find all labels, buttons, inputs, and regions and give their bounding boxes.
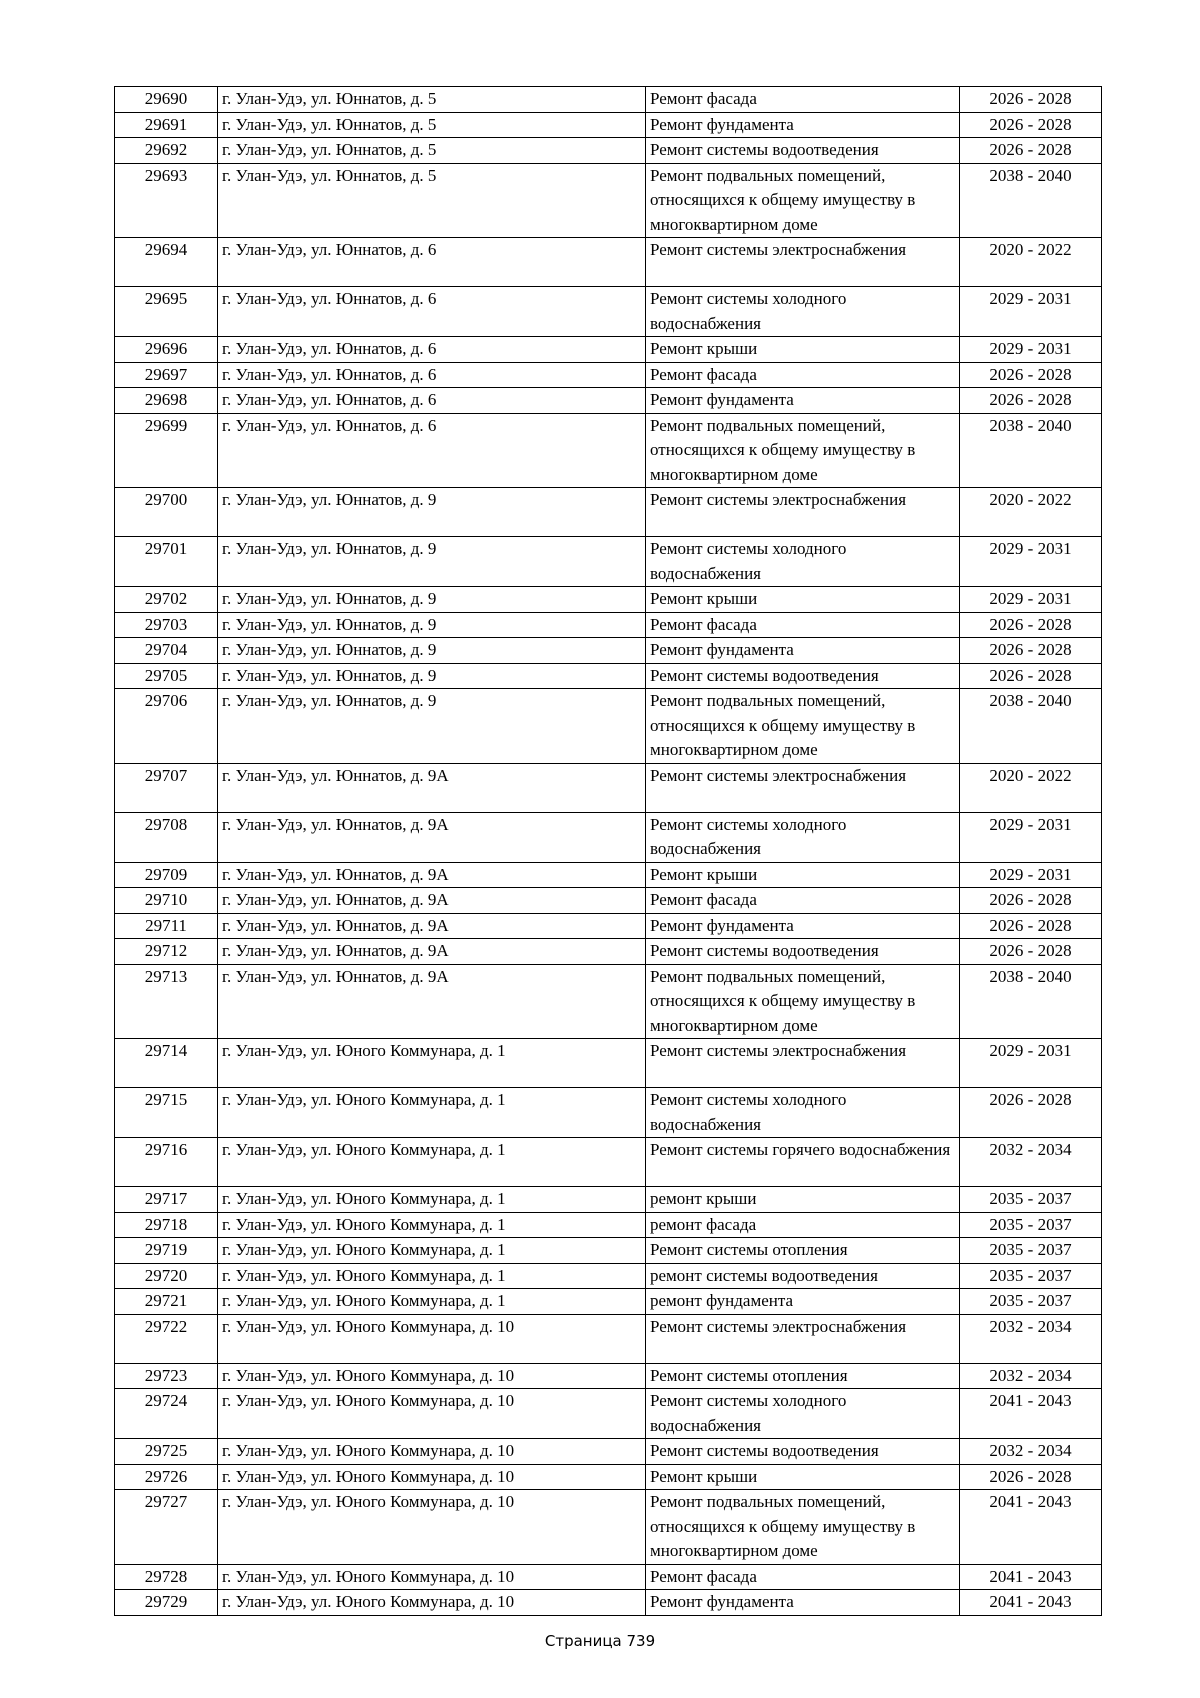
table-row xyxy=(115,1212,1102,1238)
row-number-cell: 29692 xyxy=(115,138,218,164)
table-row xyxy=(115,1363,1102,1389)
years-cell: 2029 - 2031 xyxy=(960,1039,1102,1088)
years-cell: 2026 - 2028 xyxy=(960,888,1102,914)
address-cell: г. Улан-Удэ, ул. Юннатов, д. 6 xyxy=(218,337,646,363)
table-row xyxy=(115,1039,1102,1088)
years-cell: 2041 - 2043 xyxy=(960,1590,1102,1616)
work-type-cell: Ремонт системы отопления xyxy=(646,1238,960,1264)
row-number-cell: 29707 xyxy=(115,763,218,812)
row-number-cell: 29708 xyxy=(115,812,218,862)
work-type-cell: Ремонт фасада xyxy=(646,1564,960,1590)
row-number-cell: 29705 xyxy=(115,663,218,689)
years-cell: 2038 - 2040 xyxy=(960,964,1102,1039)
work-type-cell: Ремонт системы холодного водоснабжения xyxy=(646,537,960,587)
address-cell: г. Улан-Удэ, ул. Юного Коммунара, д. 10 xyxy=(218,1389,646,1439)
work-type-cell: Ремонт фундамента xyxy=(646,913,960,939)
years-cell: 2035 - 2037 xyxy=(960,1212,1102,1238)
years-cell: 2032 - 2034 xyxy=(960,1314,1102,1363)
address-cell: г. Улан-Удэ, ул. Юннатов, д. 9А xyxy=(218,812,646,862)
address-cell: г. Улан-Удэ, ул. Юннатов, д. 9А xyxy=(218,862,646,888)
years-cell: 2035 - 2037 xyxy=(960,1289,1102,1315)
table-row xyxy=(115,1138,1102,1187)
table-body xyxy=(115,87,1102,1616)
work-type-cell: ремонт системы водоотведения xyxy=(646,1263,960,1289)
address-cell: г. Улан-Удэ, ул. Юннатов, д. 9 xyxy=(218,537,646,587)
address-cell: г. Улан-Удэ, ул. Юннатов, д. 6 xyxy=(218,388,646,414)
years-cell: 2026 - 2028 xyxy=(960,913,1102,939)
work-type-cell: Ремонт фасада xyxy=(646,87,960,113)
work-type-cell: Ремонт системы водоотведения xyxy=(646,1439,960,1465)
table-row xyxy=(115,1263,1102,1289)
years-cell: 2035 - 2037 xyxy=(960,1263,1102,1289)
table-row xyxy=(115,1590,1102,1616)
address-cell: г. Улан-Удэ, ул. Юннатов, д. 9А xyxy=(218,913,646,939)
address-cell: г. Улан-Удэ, ул. Юннатов, д. 6 xyxy=(218,413,646,488)
years-cell: 2020 - 2022 xyxy=(960,763,1102,812)
work-type-cell: ремонт фундамента xyxy=(646,1289,960,1315)
years-cell: 2035 - 2037 xyxy=(960,1238,1102,1264)
address-cell: г. Улан-Удэ, ул. Юннатов, д. 6 xyxy=(218,287,646,337)
address-cell: г. Улан-Удэ, ул. Юного Коммунара, д. 10 xyxy=(218,1590,646,1616)
address-cell: г. Улан-Удэ, ул. Юннатов, д. 6 xyxy=(218,238,646,287)
table-row xyxy=(115,413,1102,488)
table-row xyxy=(115,689,1102,764)
row-number-cell: 29720 xyxy=(115,1263,218,1289)
table-row xyxy=(115,1289,1102,1315)
years-cell: 2020 - 2022 xyxy=(960,488,1102,537)
address-cell: г. Улан-Удэ, ул. Юннатов, д. 5 xyxy=(218,112,646,138)
years-cell: 2029 - 2031 xyxy=(960,862,1102,888)
table-row xyxy=(115,1187,1102,1213)
table-row xyxy=(115,1088,1102,1138)
work-type-cell: Ремонт системы электроснабжения xyxy=(646,238,960,287)
row-number-cell: 29701 xyxy=(115,537,218,587)
years-cell: 2026 - 2028 xyxy=(960,138,1102,164)
row-number-cell: 29712 xyxy=(115,939,218,965)
work-type-cell: Ремонт системы электроснабжения xyxy=(646,1039,960,1088)
address-cell: г. Улан-Удэ, ул. Юннатов, д. 9А xyxy=(218,939,646,965)
table-row xyxy=(115,87,1102,113)
work-type-cell: Ремонт системы водоотведения xyxy=(646,138,960,164)
address-cell: г. Улан-Удэ, ул. Юного Коммунара, д. 1 xyxy=(218,1212,646,1238)
work-type-cell: ремонт фасада xyxy=(646,1212,960,1238)
work-type-cell: Ремонт системы холодного водоснабжения xyxy=(646,1389,960,1439)
address-cell: г. Улан-Удэ, ул. Юного Коммунара, д. 1 xyxy=(218,1138,646,1187)
table-row xyxy=(115,939,1102,965)
row-number-cell: 29694 xyxy=(115,238,218,287)
address-cell: г. Улан-Удэ, ул. Юного Коммунара, д. 1 xyxy=(218,1088,646,1138)
row-number-cell: 29690 xyxy=(115,87,218,113)
row-number-cell: 29722 xyxy=(115,1314,218,1363)
table-row xyxy=(115,812,1102,862)
table-row xyxy=(115,663,1102,689)
row-number-cell: 29725 xyxy=(115,1439,218,1465)
address-cell: г. Улан-Удэ, ул. Юного Коммунара, д. 10 xyxy=(218,1363,646,1389)
work-type-cell: ремонт крыши xyxy=(646,1187,960,1213)
row-number-cell: 29710 xyxy=(115,888,218,914)
row-number-cell: 29709 xyxy=(115,862,218,888)
work-type-cell: Ремонт системы горячего водоснабжения xyxy=(646,1138,960,1187)
work-type-cell: Ремонт фасада xyxy=(646,612,960,638)
years-cell: 2041 - 2043 xyxy=(960,1564,1102,1590)
address-cell: г. Улан-Удэ, ул. Юного Коммунара, д. 1 xyxy=(218,1289,646,1315)
years-cell: 2026 - 2028 xyxy=(960,638,1102,664)
work-type-cell: Ремонт системы отопления xyxy=(646,1363,960,1389)
row-number-cell: 29698 xyxy=(115,388,218,414)
row-number-cell: 29702 xyxy=(115,587,218,613)
address-cell: г. Улан-Удэ, ул. Юного Коммунара, д. 1 xyxy=(218,1187,646,1213)
work-type-cell: Ремонт системы водоотведения xyxy=(646,663,960,689)
years-cell: 2026 - 2028 xyxy=(960,612,1102,638)
years-cell: 2026 - 2028 xyxy=(960,87,1102,113)
work-type-cell: Ремонт подвальных помещений, относящихся к общему имуществу в многоквартирном доме xyxy=(646,1490,960,1565)
row-number-cell: 29715 xyxy=(115,1088,218,1138)
address-cell: г. Улан-Удэ, ул. Юннатов, д. 9 xyxy=(218,587,646,613)
table-row xyxy=(115,537,1102,587)
work-type-cell: Ремонт системы электроснабжения xyxy=(646,488,960,537)
work-type-cell: Ремонт фасада xyxy=(646,888,960,914)
table-row xyxy=(115,964,1102,1039)
row-number-cell: 29693 xyxy=(115,163,218,238)
years-cell: 2038 - 2040 xyxy=(960,163,1102,238)
address-cell: г. Улан-Удэ, ул. Юного Коммунара, д. 1 xyxy=(218,1238,646,1264)
row-number-cell: 29700 xyxy=(115,488,218,537)
table-row xyxy=(115,612,1102,638)
work-type-cell: Ремонт крыши xyxy=(646,862,960,888)
row-number-cell: 29723 xyxy=(115,1363,218,1389)
row-number-cell: 29703 xyxy=(115,612,218,638)
row-number-cell: 29729 xyxy=(115,1590,218,1616)
row-number-cell: 29718 xyxy=(115,1212,218,1238)
years-cell: 2035 - 2037 xyxy=(960,1187,1102,1213)
years-cell: 2026 - 2028 xyxy=(960,663,1102,689)
page-number: Страница 739 xyxy=(544,1632,656,1650)
table-row xyxy=(115,638,1102,664)
address-cell: г. Улан-Удэ, ул. Юннатов, д. 5 xyxy=(218,138,646,164)
row-number-cell: 29719 xyxy=(115,1238,218,1264)
work-type-cell: Ремонт крыши xyxy=(646,1464,960,1490)
years-cell: 2032 - 2034 xyxy=(960,1138,1102,1187)
row-number-cell: 29716 xyxy=(115,1138,218,1187)
table-row xyxy=(115,862,1102,888)
years-cell: 2029 - 2031 xyxy=(960,337,1102,363)
work-type-cell: Ремонт системы холодного водоснабжения xyxy=(646,812,960,862)
years-cell: 2029 - 2031 xyxy=(960,287,1102,337)
row-number-cell: 29721 xyxy=(115,1289,218,1315)
work-type-cell: Ремонт системы электроснабжения xyxy=(646,1314,960,1363)
address-cell: г. Улан-Удэ, ул. Юннатов, д. 9 xyxy=(218,689,646,764)
table-row xyxy=(115,362,1102,388)
work-type-cell: Ремонт крыши xyxy=(646,587,960,613)
address-cell: г. Улан-Удэ, ул. Юннатов, д. 9А xyxy=(218,763,646,812)
address-cell: г. Улан-Удэ, ул. Юного Коммунара, д. 10 xyxy=(218,1314,646,1363)
years-cell: 2020 - 2022 xyxy=(960,238,1102,287)
years-cell: 2032 - 2034 xyxy=(960,1363,1102,1389)
table-row xyxy=(115,388,1102,414)
work-type-cell: Ремонт подвальных помещений, относящихся к общему имуществу в многоквартирном доме xyxy=(646,413,960,488)
address-cell: г. Улан-Удэ, ул. Юннатов, д. 5 xyxy=(218,163,646,238)
years-cell: 2029 - 2031 xyxy=(960,537,1102,587)
repair-schedule-table xyxy=(114,86,1102,1616)
address-cell: г. Улан-Удэ, ул. Юннатов, д. 9 xyxy=(218,488,646,537)
work-type-cell: Ремонт фасада xyxy=(646,362,960,388)
work-type-cell: Ремонт системы электроснабжения xyxy=(646,763,960,812)
table-row xyxy=(115,287,1102,337)
address-cell: г. Улан-Удэ, ул. Юного Коммунара, д. 10 xyxy=(218,1464,646,1490)
years-cell: 2029 - 2031 xyxy=(960,812,1102,862)
years-cell: 2038 - 2040 xyxy=(960,689,1102,764)
table-row xyxy=(115,888,1102,914)
work-type-cell: Ремонт системы холодного водоснабжения xyxy=(646,287,960,337)
table-row xyxy=(115,138,1102,164)
address-cell: г. Улан-Удэ, ул. Юннатов, д. 9А xyxy=(218,964,646,1039)
work-type-cell: Ремонт подвальных помещений, относящихся к общему имуществу в многоквартирном доме xyxy=(646,163,960,238)
address-cell: г. Улан-Удэ, ул. Юннатов, д. 9 xyxy=(218,663,646,689)
years-cell: 2032 - 2034 xyxy=(960,1439,1102,1465)
address-cell: г. Улан-Удэ, ул. Юннатов, д. 5 xyxy=(218,87,646,113)
years-cell: 2038 - 2040 xyxy=(960,413,1102,488)
row-number-cell: 29717 xyxy=(115,1187,218,1213)
years-cell: 2041 - 2043 xyxy=(960,1389,1102,1439)
table-row xyxy=(115,238,1102,287)
address-cell: г. Улан-Удэ, ул. Юного Коммунара, д. 1 xyxy=(218,1039,646,1088)
table-row xyxy=(115,763,1102,812)
work-type-cell: Ремонт фундамента xyxy=(646,638,960,664)
row-number-cell: 29696 xyxy=(115,337,218,363)
row-number-cell: 29691 xyxy=(115,112,218,138)
row-number-cell: 29699 xyxy=(115,413,218,488)
table-row xyxy=(115,1389,1102,1439)
table-row xyxy=(115,1564,1102,1590)
row-number-cell: 29727 xyxy=(115,1490,218,1565)
address-cell: г. Улан-Удэ, ул. Юного Коммунара, д. 10 xyxy=(218,1490,646,1565)
table-row xyxy=(115,112,1102,138)
years-cell: 2026 - 2028 xyxy=(960,1464,1102,1490)
work-type-cell: Ремонт подвальных помещений, относящихся к общему имуществу в многоквартирном доме xyxy=(646,964,960,1039)
table-row xyxy=(115,587,1102,613)
work-type-cell: Ремонт системы холодного водоснабжения xyxy=(646,1088,960,1138)
row-number-cell: 29704 xyxy=(115,638,218,664)
work-type-cell: Ремонт фундамента xyxy=(646,388,960,414)
table-row xyxy=(115,1314,1102,1363)
address-cell: г. Улан-Удэ, ул. Юннатов, д. 6 xyxy=(218,362,646,388)
work-type-cell: Ремонт подвальных помещений, относящихся к общему имуществу в многоквартирном доме xyxy=(646,689,960,764)
years-cell: 2026 - 2028 xyxy=(960,112,1102,138)
work-type-cell: Ремонт крыши xyxy=(646,337,960,363)
address-cell: г. Улан-Удэ, ул. Юннатов, д. 9 xyxy=(218,638,646,664)
work-type-cell: Ремонт системы водоотведения xyxy=(646,939,960,965)
row-number-cell: 29706 xyxy=(115,689,218,764)
work-type-cell: Ремонт фундамента xyxy=(646,1590,960,1616)
row-number-cell: 29713 xyxy=(115,964,218,1039)
address-cell: г. Улан-Удэ, ул. Юннатов, д. 9А xyxy=(218,888,646,914)
table-row xyxy=(115,163,1102,238)
row-number-cell: 29726 xyxy=(115,1464,218,1490)
table-row xyxy=(115,488,1102,537)
table-row xyxy=(115,913,1102,939)
years-cell: 2041 - 2043 xyxy=(960,1490,1102,1565)
row-number-cell: 29728 xyxy=(115,1564,218,1590)
years-cell: 2026 - 2028 xyxy=(960,939,1102,965)
row-number-cell: 29695 xyxy=(115,287,218,337)
years-cell: 2026 - 2028 xyxy=(960,362,1102,388)
work-type-cell: Ремонт фундамента xyxy=(646,112,960,138)
table-row xyxy=(115,337,1102,363)
row-number-cell: 29711 xyxy=(115,913,218,939)
address-cell: г. Улан-Удэ, ул. Юного Коммунара, д. 1 xyxy=(218,1263,646,1289)
table-row xyxy=(115,1490,1102,1565)
table-row xyxy=(115,1238,1102,1264)
years-cell: 2029 - 2031 xyxy=(960,587,1102,613)
row-number-cell: 29714 xyxy=(115,1039,218,1088)
row-number-cell: 29724 xyxy=(115,1389,218,1439)
address-cell: г. Улан-Удэ, ул. Юного Коммунара, д. 10 xyxy=(218,1439,646,1465)
address-cell: г. Улан-Удэ, ул. Юного Коммунара, д. 10 xyxy=(218,1564,646,1590)
row-number-cell: 29697 xyxy=(115,362,218,388)
years-cell: 2026 - 2028 xyxy=(960,388,1102,414)
table-row xyxy=(115,1464,1102,1490)
table-row xyxy=(115,1439,1102,1465)
address-cell: г. Улан-Удэ, ул. Юннатов, д. 9 xyxy=(218,612,646,638)
years-cell: 2026 - 2028 xyxy=(960,1088,1102,1138)
